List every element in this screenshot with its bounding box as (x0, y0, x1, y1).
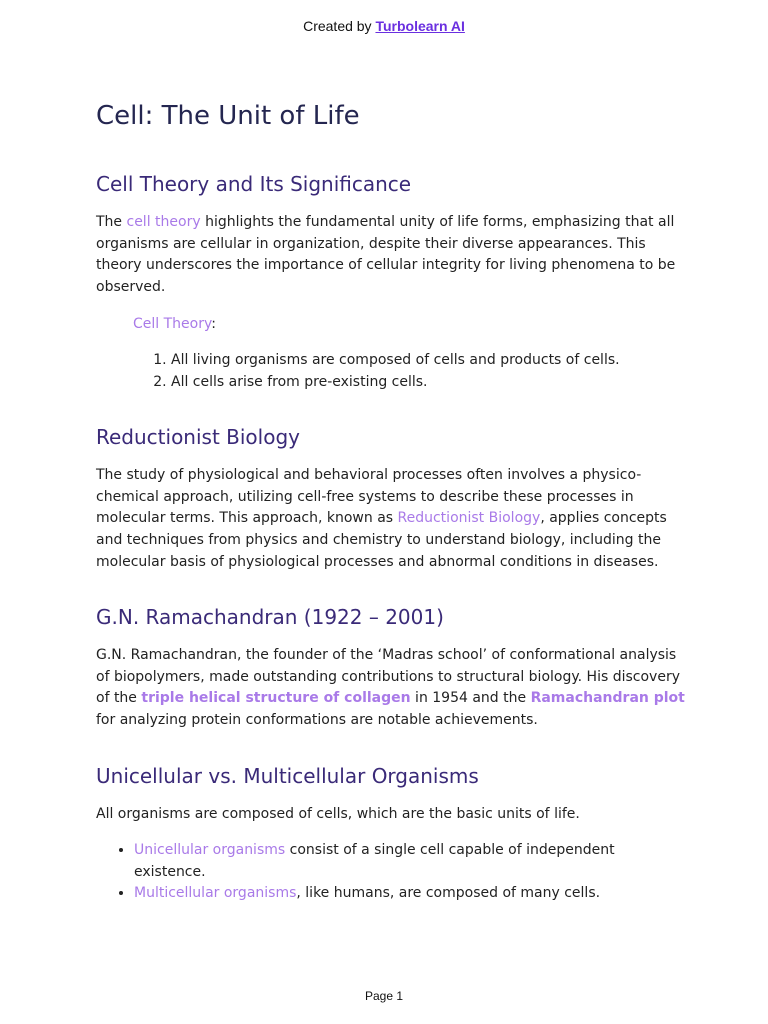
page-header (0, 18, 768, 34)
text-segment: in 1954 and the (410, 690, 531, 707)
text-segment: , like humans, are composed of many cells. (296, 885, 601, 902)
cell-theory-label-text: Cell Theory (133, 316, 212, 333)
section-heading-unicellular-multicellular: Unicellular vs. Multicellular Organisms (96, 763, 479, 788)
text-segment: G.N. Ramachandran, the founder of the ‘Madras school’ of conformational analysis of biopolymers, made outstanding contributions to structural biology. His discovery of the (96, 647, 680, 707)
cell-theory-label (133, 314, 686, 336)
cell-theory-block (96, 314, 686, 393)
cell-theory-paragraph (96, 212, 686, 298)
organisms-paragraph: All organisms are composed of cells, which are the basic units of life. (96, 805, 580, 822)
ramachandran-plot-highlight: Ramachandran plot (530, 690, 685, 707)
section-heading-reductionist-biology: Reductionist Biology (96, 425, 300, 450)
cell-theory-list (133, 350, 686, 393)
collagen-highlight: triple helical structure of collagen (141, 690, 411, 707)
colon: : (211, 316, 216, 333)
list-item: 1. All living organisms are composed of cells and products of cells. (171, 350, 686, 372)
turbolearn-link[interactable]: Turbolearn AI (375, 18, 465, 34)
list-item (134, 840, 686, 883)
section-heading-ramachandran: G.N. Ramachandran (1922 – 2001) (96, 605, 444, 630)
reductionist-paragraph (96, 465, 686, 573)
page-title: Cell: The Unit of Life (96, 101, 360, 131)
unicellular-highlight: Unicellular organisms (134, 842, 286, 859)
created-by-label: Created by (303, 18, 376, 34)
organisms-list (96, 840, 686, 905)
text-segment: highlights the fundamental unity of life forms, emphasizing that all organisms are cellular in organization, despite their diverse appearances. This theory underscores the importance of cellular integrity for living phenomena to be observed. (96, 214, 676, 295)
text-segment: The (96, 214, 127, 230)
page-number: Page 1 (364, 989, 404, 1003)
list-item (134, 883, 686, 905)
list-item: 2. All cells arise from pre-existing cells. (171, 372, 686, 394)
text-segment: for analyzing protein conformations are notable achievements. (96, 711, 538, 728)
text-segment: consist of a single cell capable of independent existence. (134, 842, 615, 880)
multicellular-highlight: Multicellular organisms (134, 885, 297, 902)
reductionist-biology-highlight: Reductionist Biology (397, 510, 541, 527)
document-content (96, 96, 686, 905)
section-heading-cell-theory: Cell Theory and Its Significance (96, 172, 412, 196)
text-segment: , applies concepts and techniques from physics and chemistry to understand biology, including the molecular basis of physiological processes and abnormal conditions in diseases. (96, 510, 667, 570)
ramachandran-paragraph (96, 645, 686, 731)
cell-theory-highlight: cell theory (126, 214, 201, 230)
text-segment: The study of physiological and behavioral processes often involves a physico-chemical approach, utilizing cell-free systems to describe these processes in molecular terms. This approach, known as (96, 467, 642, 527)
